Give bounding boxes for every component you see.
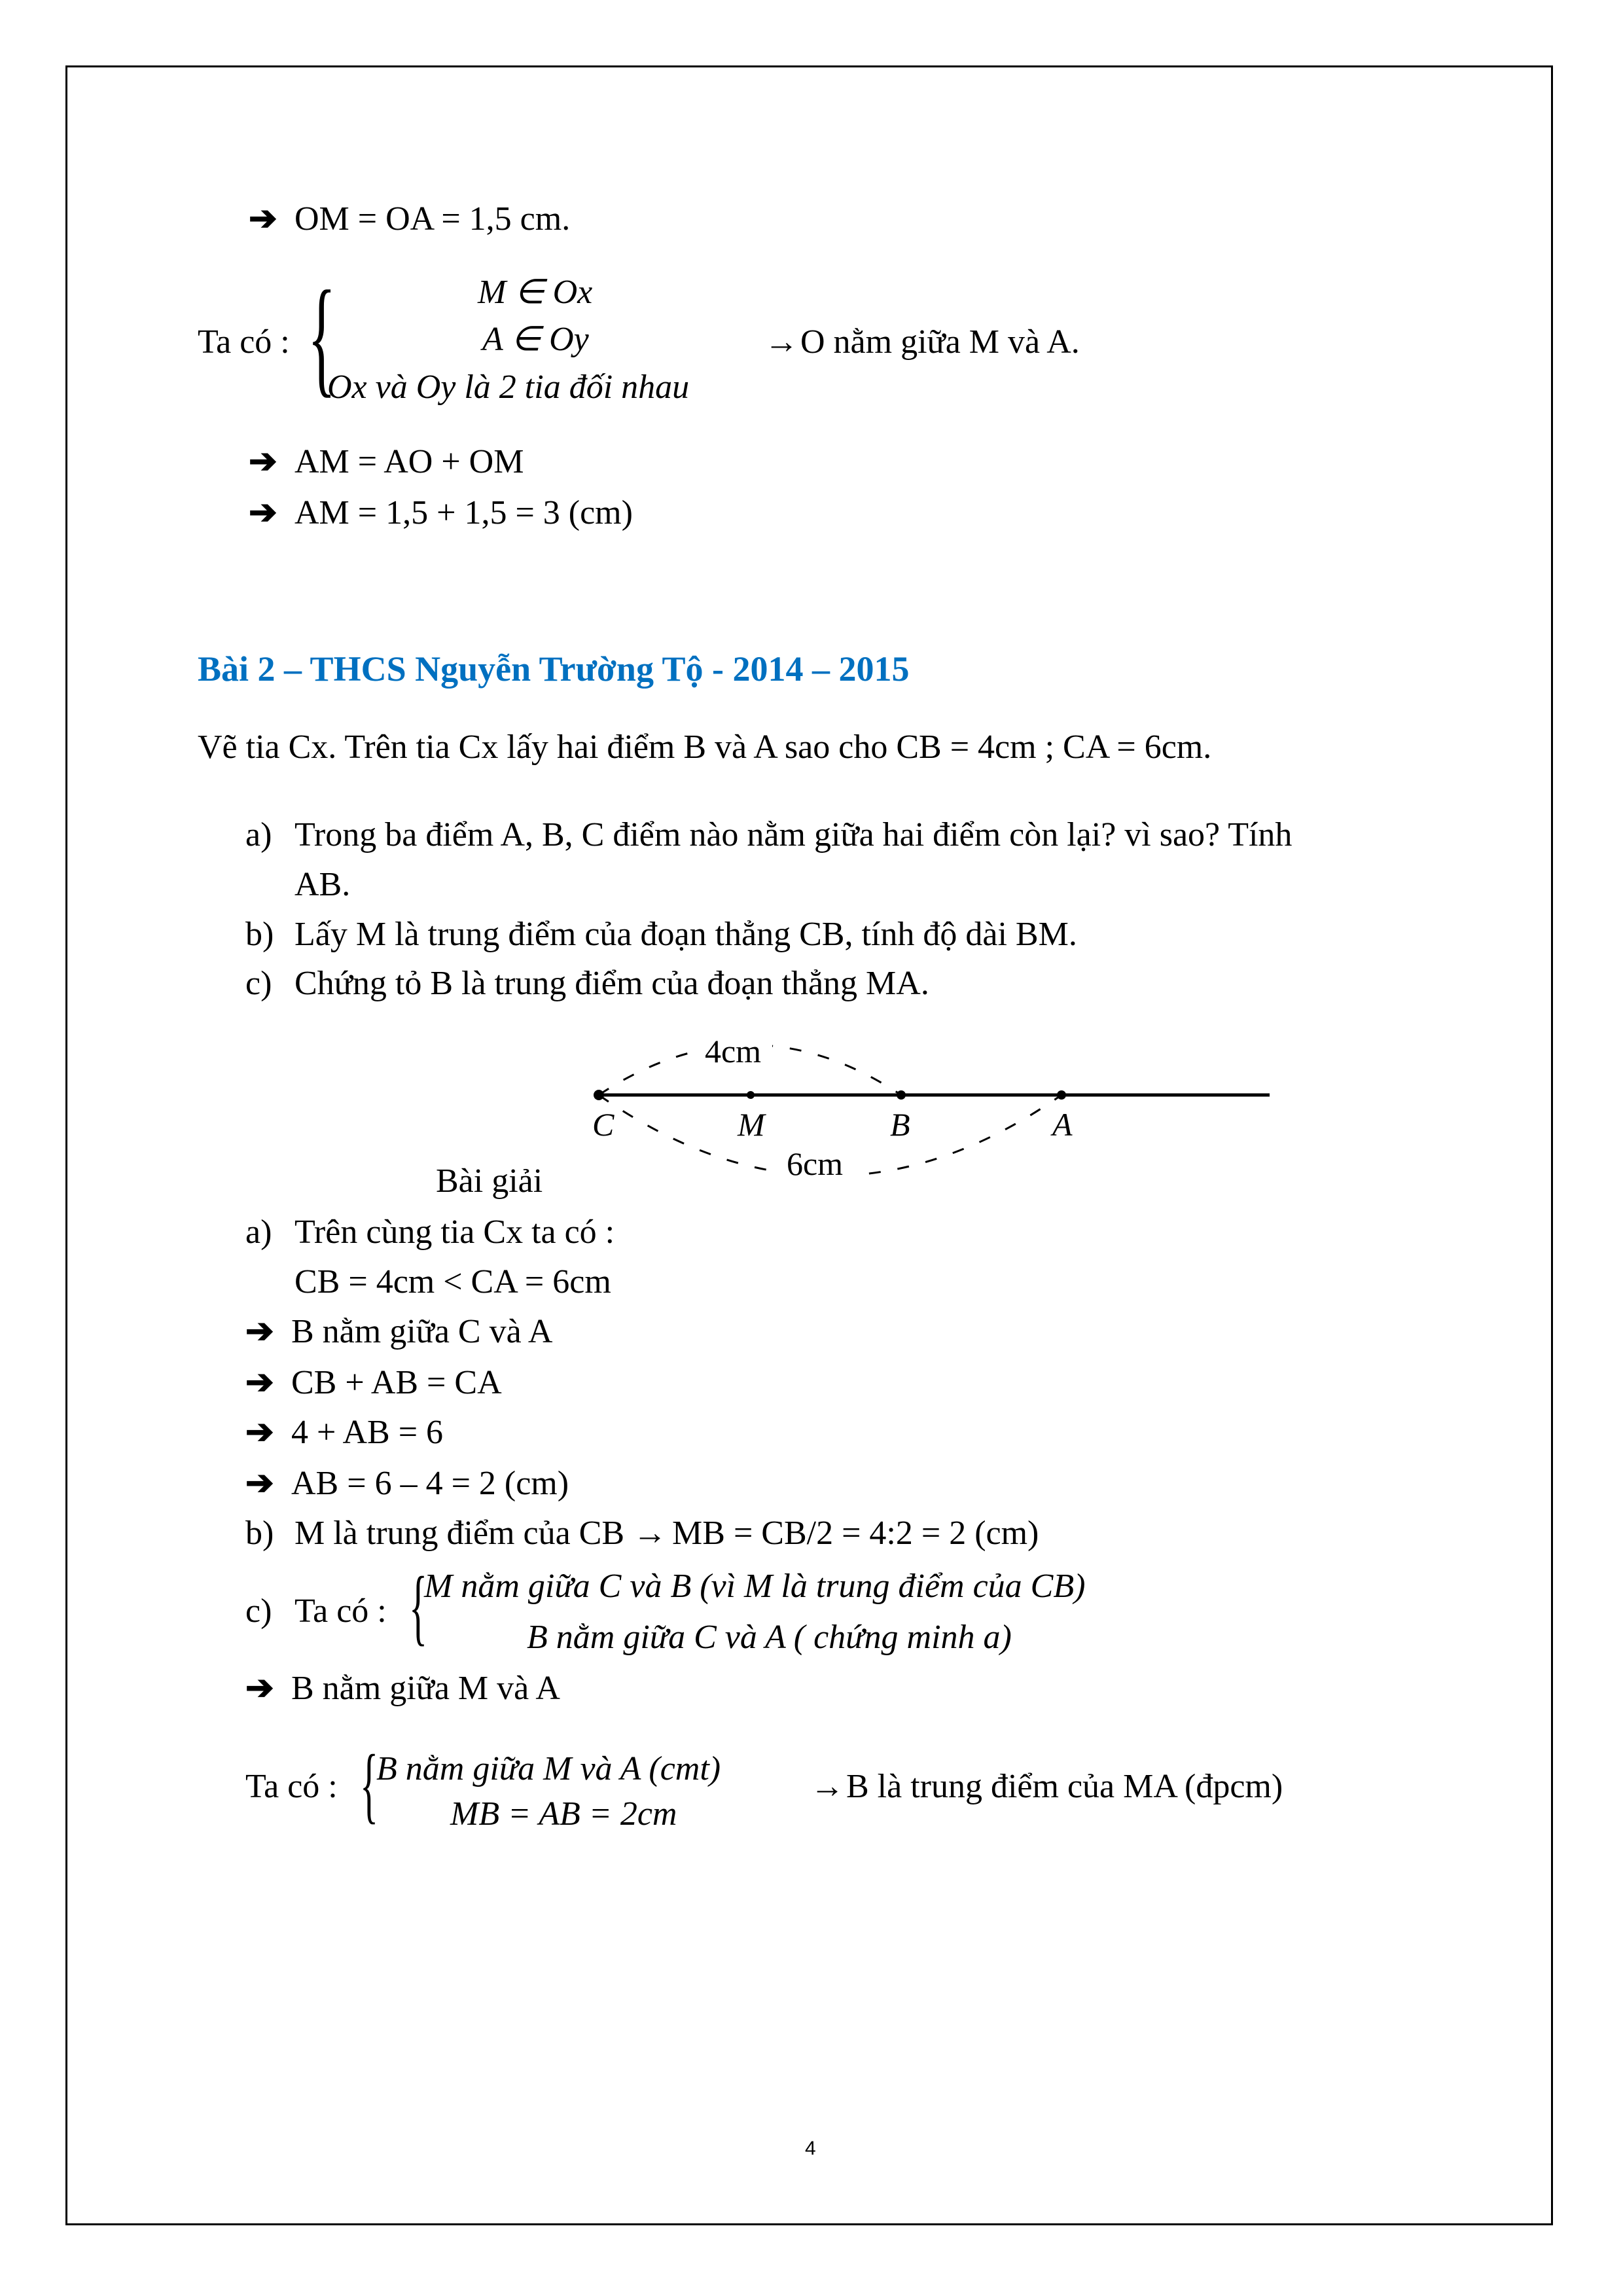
taco-label: Ta có : — [245, 1768, 338, 1805]
step — [245, 1311, 552, 1353]
arrow-icon: → — [810, 1768, 844, 1805]
brace-icon: { — [409, 1560, 428, 1654]
ray-figure — [556, 1008, 1296, 1198]
system-line: B nằm giữa C và A ( chứng minh a) — [527, 1619, 1012, 1656]
text: B là trung điểm của MA (đpcm) — [846, 1768, 1283, 1805]
solution-a — [245, 1211, 615, 1253]
label: a) — [245, 1213, 272, 1251]
arrow-icon: ➔ — [245, 1670, 274, 1707]
step — [245, 1362, 502, 1404]
brace-icon: { — [360, 1738, 379, 1832]
arrow-icon: → — [633, 1515, 668, 1552]
step — [245, 1412, 443, 1454]
text: M là trung điểm của CB — [294, 1515, 625, 1552]
question-a — [245, 814, 1292, 856]
label-c: C — [592, 1106, 615, 1143]
point-m — [747, 1091, 755, 1099]
section-heading: Bài 2 – THCS Nguyễn Trường Tộ - 2014 – 2015 — [198, 649, 910, 689]
system-line: M ∈ Ox — [478, 274, 593, 311]
label: b) — [245, 916, 274, 953]
label-b: B — [890, 1106, 910, 1143]
label-a: A — [1052, 1106, 1073, 1143]
label: a) — [245, 816, 272, 853]
text: B nằm giữa M và A — [291, 1670, 560, 1707]
line-om — [249, 198, 570, 240]
text: Ta có : — [294, 1592, 387, 1630]
question-b — [245, 914, 1077, 956]
arrow-icon: ➔ — [245, 1465, 274, 1502]
conclusion — [810, 1766, 1283, 1808]
text: Chứng tỏ B là trung điểm của đoạn thẳng MA. — [294, 965, 929, 1002]
text: AM = AO + OM — [294, 443, 524, 480]
question-c — [245, 963, 929, 1005]
solution-c — [245, 1590, 387, 1632]
label-6cm: 6cm — [786, 1145, 844, 1182]
arrow-icon: → — [764, 323, 798, 361]
step — [245, 1668, 560, 1710]
step — [245, 1463, 569, 1505]
question-a-cont: AB. — [294, 866, 351, 903]
label: c) — [245, 965, 272, 1002]
arrow-icon: ➔ — [245, 1313, 274, 1350]
text: AM = 1,5 + 1,5 = 3 (cm) — [294, 494, 633, 531]
system-line: A ∈ Oy — [482, 321, 589, 358]
arrow-icon: ➔ — [249, 443, 277, 480]
text: Trên cùng tia Cx ta có : — [294, 1213, 615, 1251]
text: Trong ba điểm A, B, C điểm nào nằm giữa hai điểm còn lại? vì sao? Tính — [294, 816, 1293, 853]
line-am2 — [249, 492, 633, 534]
system-line: B nằm giữa M và A (cmt) — [376, 1750, 721, 1787]
arrow-icon: ➔ — [249, 494, 277, 531]
text: CB + AB = CA — [291, 1364, 502, 1401]
text: Lấy M là trung điểm của đoạn thẳng CB, tính độ dài BM. — [294, 916, 1077, 953]
system-line: MB = AB = 2cm — [450, 1795, 677, 1833]
text: O nằm giữa M và A. — [800, 323, 1080, 361]
solution-title: Bài giải — [436, 1162, 543, 1200]
problem-text: Vẽ tia Cx. Trên tia Cx lấy hai điểm B và A sao cho CB = 4cm ; CA = 6cm. — [198, 728, 1212, 766]
label-m: M — [738, 1106, 765, 1143]
solution-b — [245, 1513, 1039, 1554]
taco-label: Ta có : — [198, 323, 290, 361]
text: MB = CB/2 = 4:2 = 2 (cm) — [672, 1515, 1039, 1552]
label: c) — [245, 1592, 272, 1630]
text: 4 + AB = 6 — [291, 1414, 444, 1451]
conclusion — [764, 321, 1080, 363]
arrow-icon: ➔ — [249, 200, 277, 238]
brace-icon: { — [308, 264, 336, 409]
arrow-icon: ➔ — [245, 1364, 274, 1401]
text: OM = OA = 1,5 cm. — [294, 200, 571, 238]
text: AB = 6 – 4 = 2 (cm) — [291, 1465, 569, 1502]
system-line: Ox và Oy là 2 tia đối nhau — [327, 368, 690, 406]
text: B nằm giữa C và A — [291, 1313, 553, 1350]
page-number: 4 — [805, 2138, 816, 2159]
solution-a2: CB = 4cm < CA = 6cm — [294, 1263, 611, 1300]
line-am1 — [249, 441, 524, 483]
label: b) — [245, 1515, 274, 1552]
arrow-icon: ➔ — [245, 1414, 274, 1451]
label-4cm: 4cm — [704, 1033, 762, 1069]
system-line: M nằm giữa C và B (vì M là trung điểm của CB) — [424, 1568, 1086, 1605]
